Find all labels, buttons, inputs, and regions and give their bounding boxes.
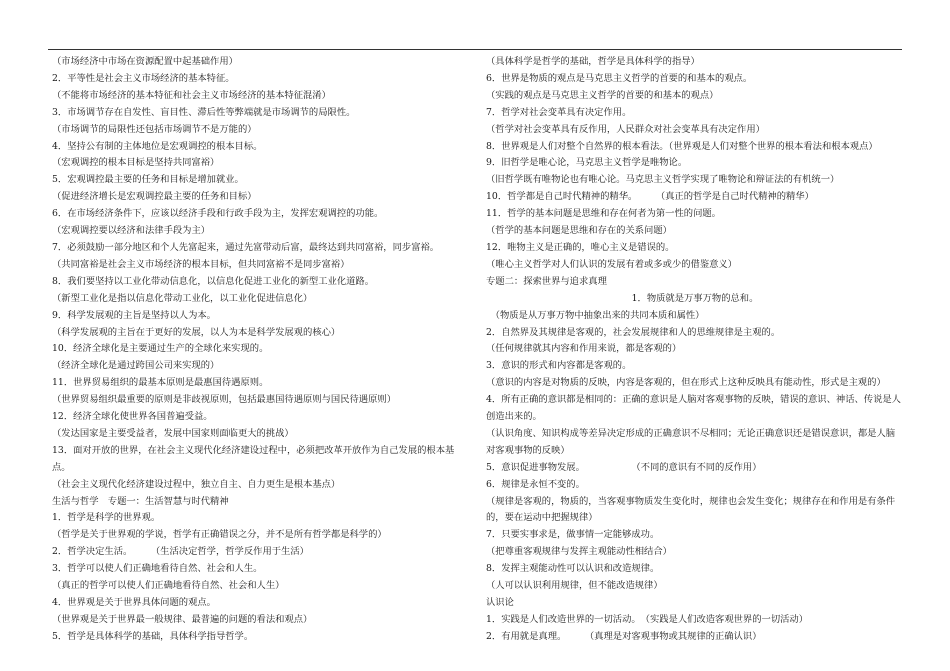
text-line: 8．我们要坚持以工业化带动信息化，以信息化促进工业化的新型工业化道路。 (52, 275, 375, 287)
text-line: （世界观是关于世界最一般规律、最普遍的问题的看法和观点） (52, 613, 313, 625)
text-line: 1．实践是人们改造世界的一切活动。 （实践是人们改造客观世界的一切活动） (486, 613, 809, 625)
text-line: 2．有用就是真理。 （真理是对客观事物或其规律的正确认识） (486, 630, 762, 642)
text-line: （唯心主义哲学对人们认识的发展有着或多或少的借鉴意义） (486, 258, 738, 270)
text-line: （促进经济增长是宏观调控最主要的任务和目标） (52, 191, 257, 203)
text-line: （具体科学是哲学的基础，哲学是具体科学的指导） (486, 56, 700, 67)
text-line: （实践的观点是马克思主义哲学的首要的和基本的观点） (486, 89, 719, 101)
text-line: 7．只要实事求是，做事情一定能够成功。 (486, 529, 660, 541)
text-line: 2．平等性是社会主义市场经济的基本特征。 (52, 72, 235, 84)
text-line: （市场经济中市场在资源配置中起基础作用） (52, 56, 238, 67)
text-line: （宏观调控要以经济和法律手段为主） (52, 225, 211, 237)
text-line: 11．哲学的基本问题是思维和存在何者为第一性的问题。 (486, 208, 721, 220)
text-line: 5．意识促进事物发展。 （不同的意识有不同的反作用） (486, 461, 762, 473)
text-line: 6．规律是永恒不变的。 (486, 478, 585, 490)
text-line: （社会主义现代化经济建设过程中，独立自主、自力更生是根本基点） (52, 478, 341, 490)
text-line: 4．所有正确的意识都是相同的：正确的意识是人脑对客观事物的反映，错误的意识、神话、传说是人创造出来的。 (486, 394, 901, 423)
text-line: （真正的哲学可以使人们正确地看待自然、社会和人生） (52, 580, 285, 592)
text-line: （经济全球化是通过跨国公司来实现的） (52, 360, 220, 372)
text-line: （发达国家是主要受益者，发展中国家则面临更大的挑战） (52, 427, 294, 439)
text-line: 8．世界观是人们对整个自然界的根本看法。（世界观是人们对整个世界的根本看法和根本观点） (486, 140, 878, 152)
text-line: （哲学的基本问题是思维和存在的关系问题） (486, 225, 672, 237)
text-line: 6．世界是物质的观点是马克思主义哲学的首要的和基本的观点。 (486, 72, 753, 84)
text-line: 12．唯物主义是正确的，唯心主义是错误的。 (486, 241, 675, 253)
text-line: 5．哲学是具体科学的基础，具体科学指导哲学。 (52, 630, 254, 642)
text-line: （市场调节的局限性还包括市场调节不是万能的） (52, 123, 257, 135)
text-line: 3．意识的形式和内容都是客观的。 (486, 360, 632, 372)
text-line: 2．自然界及其规律是客观的，社会发展规律和人的思维规律是主观的。 (486, 326, 781, 338)
text-line: （新型工业化是指以信息化带动工业化，以工业化促进信息化） (52, 292, 313, 304)
text-line: 8．发挥主观能动性可以认识和改造规律。 (486, 563, 660, 575)
text-line: 3．市场调节存在自发性、盲目性、滞后性等弊端就是市场调节的局限性。 (52, 106, 356, 118)
text-line: （规律是客观的，物质的，当客观事物质发生变化时，规律也会发生变化；规律存在和作用是有条件的，要在运动中把握规律） (486, 495, 896, 524)
text-line: （不能将市场经济的基本特征和社会主义市场经济的基本特征混淆） (52, 89, 331, 101)
right-column (486, 54, 904, 646)
text-line: 4．坚持公有制的主体地位是宏观调控的根本目标。 (52, 140, 263, 152)
text-line: （人可以认识利用规律，但不能改造规律） (486, 580, 663, 592)
text-line: 专题二：探索世界与追求真理 (486, 275, 607, 287)
text-line: （物质是从万事万物中抽象出来的共同本质和属性） (486, 309, 705, 321)
left-column (52, 54, 470, 646)
text-line: （世界贸易组织最重要的原则是非歧视原则，包括最惠国待遇原则与国民待遇原则） (52, 394, 396, 406)
section-heading: 1．物质就是万事万物的总和。 (631, 292, 759, 304)
text-line: （哲学对社会变革具有反作用，人民群众对社会变革具有决定作用） (486, 123, 765, 135)
text-line: 12．经济全球化使世界各国普遍受益。 (52, 411, 213, 423)
text-line: 4．世界观是关于世界具体问题的观点。 (52, 597, 216, 608)
text-line: 认识论 (486, 597, 514, 608)
text-line: （科学发展观的主旨在于更好的发展，以人为本是科学发展观的核心） (52, 326, 341, 338)
text-line: 生活与哲学 专题一：生活智慧与时代精神 (52, 495, 229, 507)
text-line: 2．哲学决定生活。 （生活决定哲学，哲学反作用于生活） (52, 546, 309, 558)
text-line: 13．面对开放的世界，在社会主义现代化经济建设过程中，必须把改革开放作为自己发展的根本基点。 (52, 444, 455, 473)
text-line: 7．哲学对社会变革具有决定作用。 (486, 106, 632, 118)
text-line: （把尊重客观规律与发挥主观能动性相结合） (486, 546, 672, 558)
header-rule (48, 49, 902, 50)
text-line: 3．哲学可以使人们正确地看待自然、社会和人生。 (52, 563, 263, 575)
text-line: 10．经济全球化是主要通过生产的全球化来实现的。 (52, 343, 269, 355)
text-line: （意识的内容是对物质的反映，内容是客观的，但在形式上这种反映具有能动性，形式是主观的） (486, 377, 886, 389)
text-line: （旧哲学既有唯物论也有唯心论。马克思主义哲学实现了唯物论和辩证法的有机统一） (486, 174, 840, 186)
text-line: 11．世界贸易组织的最基本原则是最惠国待遇原则。 (52, 377, 269, 389)
text-line: （宏观调控的根本目标是坚持共同富裕） (52, 157, 220, 169)
text-line: 10．哲学都是自己时代精神的精华。 （真正的哲学是自己时代精神的精华） (486, 191, 814, 203)
text-line: （哲学是关于世界观的学说，哲学有正确错误之分，并不是所有哲学都是科学的） (52, 529, 387, 541)
text-line: （共同富裕是社会主义市场经济的根本目标，但共同富裕不是同步富裕） (52, 258, 350, 270)
text-line: 6．在市场经济条件下，应该以经济手段和行政手段为主，发挥宏观调控的功能。 (52, 208, 384, 220)
text-line: 1．哲学是科学的世界观。 (52, 512, 161, 524)
text-line: （任何规律就其内容和作用来说，都是客观的） (486, 343, 682, 355)
text-line: 9．科学发展观的主旨是坚持以人为本。 (52, 309, 216, 321)
text-line: 9．旧哲学是唯心论，马克思主义哲学是唯物论。 (486, 157, 688, 169)
text-line: 5．宏观调控最主要的任务和目标是增加就业。 (52, 174, 244, 186)
text-line: （认识角度、知识构成等差异决定形成的正确意识不尽相同；无论正确意识还是错误意识，都是人脑对客观事物的反映） (486, 427, 896, 456)
text-line: 7．必须鼓励一部分地区和个人先富起来，通过先富带动后富，最终达到共同富裕，同步富裕。 (52, 241, 440, 253)
